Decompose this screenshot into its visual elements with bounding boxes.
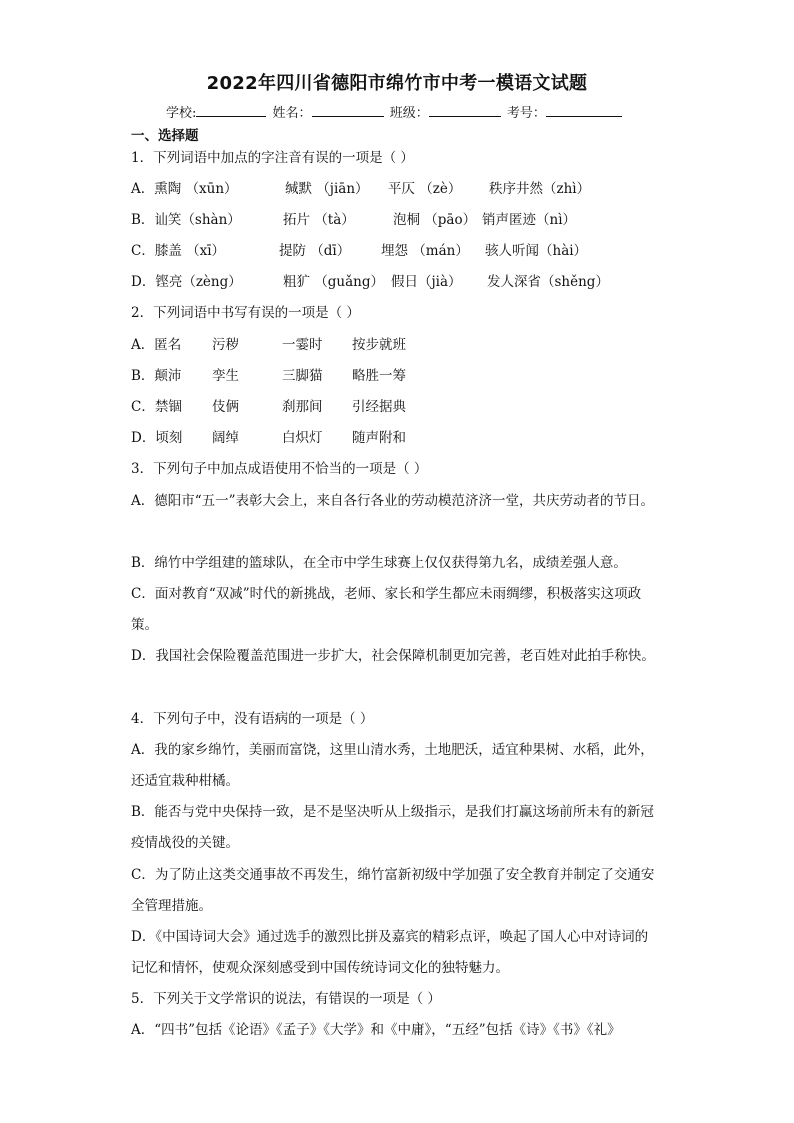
q1-option-b[interactable] bbox=[131, 205, 576, 236]
option-cell: 提防 （dī） bbox=[279, 243, 351, 259]
q2-option-a[interactable] bbox=[131, 330, 406, 361]
option-cell: 销声匿迹（nì） bbox=[482, 212, 577, 228]
q2-option-c[interactable] bbox=[131, 392, 406, 423]
option-cell: 阔绰 bbox=[212, 430, 239, 446]
name-blank[interactable] bbox=[312, 104, 384, 117]
name-label: 姓名： bbox=[272, 106, 312, 121]
q2-option-d[interactable] bbox=[131, 423, 406, 454]
option-cell: 骇人听闻（hài） bbox=[485, 243, 588, 259]
option-cell: C．膝盖 （xī） bbox=[131, 243, 226, 259]
option-cell: 拓片 （tà） bbox=[283, 212, 355, 228]
q5-option-a[interactable]: A．“四书”包括《论语》《孟子》《大学》和《中庸》，“五经”包括《诗》《书》《礼》 bbox=[131, 1022, 621, 1038]
option-cell: 假日（jià） bbox=[391, 274, 462, 290]
option-cell: 发人深省（shěng） bbox=[487, 274, 609, 290]
q4-option-d[interactable]: D．《中国诗词大会》通过选手的激烈比拼及嘉宾的精彩点评，唤起了国人心中对诗词的记忆和情怀，使观众深刻感受到中国传统诗词文化的独特魅力。 bbox=[131, 929, 649, 976]
q3-option-d[interactable]: D．我国社会保险覆盖范围进一步扩大，社会保障机制更加完善，老百姓对此拍手称快。 bbox=[131, 648, 655, 664]
q1-option-c[interactable] bbox=[131, 236, 587, 267]
option-cell: D．铿亮（zèng） bbox=[131, 274, 242, 290]
q4-option-b[interactable]: B．能否与党中央保持一致，是不是坚决听从上级指示，是我们打赢这场前所未有的新冠疫情战役的关键。 bbox=[131, 804, 654, 851]
q3-option-a[interactable]: A．德阳市“五一”表彰大会上，来自各行各业的劳动模范济济一堂，共庆劳动者的节日。 bbox=[131, 493, 655, 509]
q1-option-a[interactable] bbox=[131, 174, 590, 205]
option-cell: 刹那间 bbox=[282, 399, 323, 415]
option-cell: 埋怨 （mán） bbox=[381, 243, 469, 259]
option-cell: 三脚猫 bbox=[282, 368, 323, 384]
page-title: 2022年四川省德阳市绵竹市中考一模语文试题 bbox=[206, 73, 588, 94]
q4-option-c[interactable]: C．为了防止这类交通事故不再发生，绵竹富新初级中学加强了安全教育并制定了交通安全管理措施。 bbox=[131, 867, 655, 914]
option-cell: B．颠沛 bbox=[131, 368, 182, 384]
student-info-line bbox=[166, 102, 624, 121]
q1-option-d[interactable] bbox=[131, 267, 609, 298]
option-cell: 孪生 bbox=[212, 368, 239, 384]
option-cell: A．熏陶 （xūn） bbox=[131, 181, 238, 197]
option-cell: 缄默 （jiān） bbox=[285, 181, 369, 197]
school-blank[interactable] bbox=[196, 104, 266, 117]
school-label: 学校: bbox=[166, 106, 197, 121]
option-cell: C．禁锢 bbox=[131, 399, 182, 415]
class-blank[interactable] bbox=[429, 104, 501, 117]
exam-no-label: 考号： bbox=[506, 106, 546, 121]
q2-option-b[interactable] bbox=[131, 361, 406, 392]
option-cell: A．匿名 bbox=[131, 337, 182, 353]
q1-stem: 1．下列词语中加点的字注音有误的一项是（ ） bbox=[131, 150, 414, 166]
option-cell: 随声附和 bbox=[352, 430, 406, 446]
option-cell: 粗犷 （guǎng） bbox=[283, 274, 385, 290]
option-cell: 按步就班 bbox=[352, 337, 406, 353]
q3-option-c[interactable]: C．面对教育“双减”时代的新挑战，老师、家长和学生都应未雨绸缪，积极落实这项政策。 bbox=[131, 586, 642, 633]
q3-stem: 3．下列句子中加点成语使用不恰当的一项是（ ） bbox=[131, 461, 428, 477]
class-label: 班级： bbox=[389, 106, 429, 121]
option-cell: B．讪笑（shàn） bbox=[131, 212, 241, 228]
option-cell: D．顷刻 bbox=[131, 430, 183, 446]
option-cell: 秩序井然（zhì） bbox=[489, 181, 591, 197]
option-cell: 伎俩 bbox=[212, 399, 239, 415]
section-heading: 一、选择题 bbox=[131, 128, 199, 144]
option-cell: 略胜一筹 bbox=[352, 368, 406, 384]
q2-stem: 2．下列词语中书写有误的一项是（ ） bbox=[131, 305, 360, 321]
option-cell: 引经据典 bbox=[352, 399, 406, 415]
q5-stem: 5．下列关于文学常识的说法，有错误的一项是（ ） bbox=[131, 991, 441, 1007]
exam-no-blank[interactable] bbox=[546, 104, 622, 117]
option-cell: 泡桐 （pāo） bbox=[393, 212, 477, 228]
q3-option-b[interactable]: B．绵竹中学组建的篮球队，在全市中学生球赛上仅仅获得第九名，成绩差强人意。 bbox=[131, 555, 627, 571]
option-cell: 污秽 bbox=[212, 337, 239, 353]
q4-stem: 4．下列句子中，没有语病的一项是（ ） bbox=[131, 711, 374, 727]
option-cell: 一霎时 bbox=[282, 337, 323, 353]
q4-option-a[interactable]: A．我的家乡绵竹，美丽而富饶，这里山清水秀，土地肥沃，适宜种果树、水稻，此外，还适宜栽种柑橘。 bbox=[131, 742, 654, 789]
option-cell: 白炽灯 bbox=[282, 430, 323, 446]
option-cell: 平仄 （zè） bbox=[388, 181, 462, 197]
